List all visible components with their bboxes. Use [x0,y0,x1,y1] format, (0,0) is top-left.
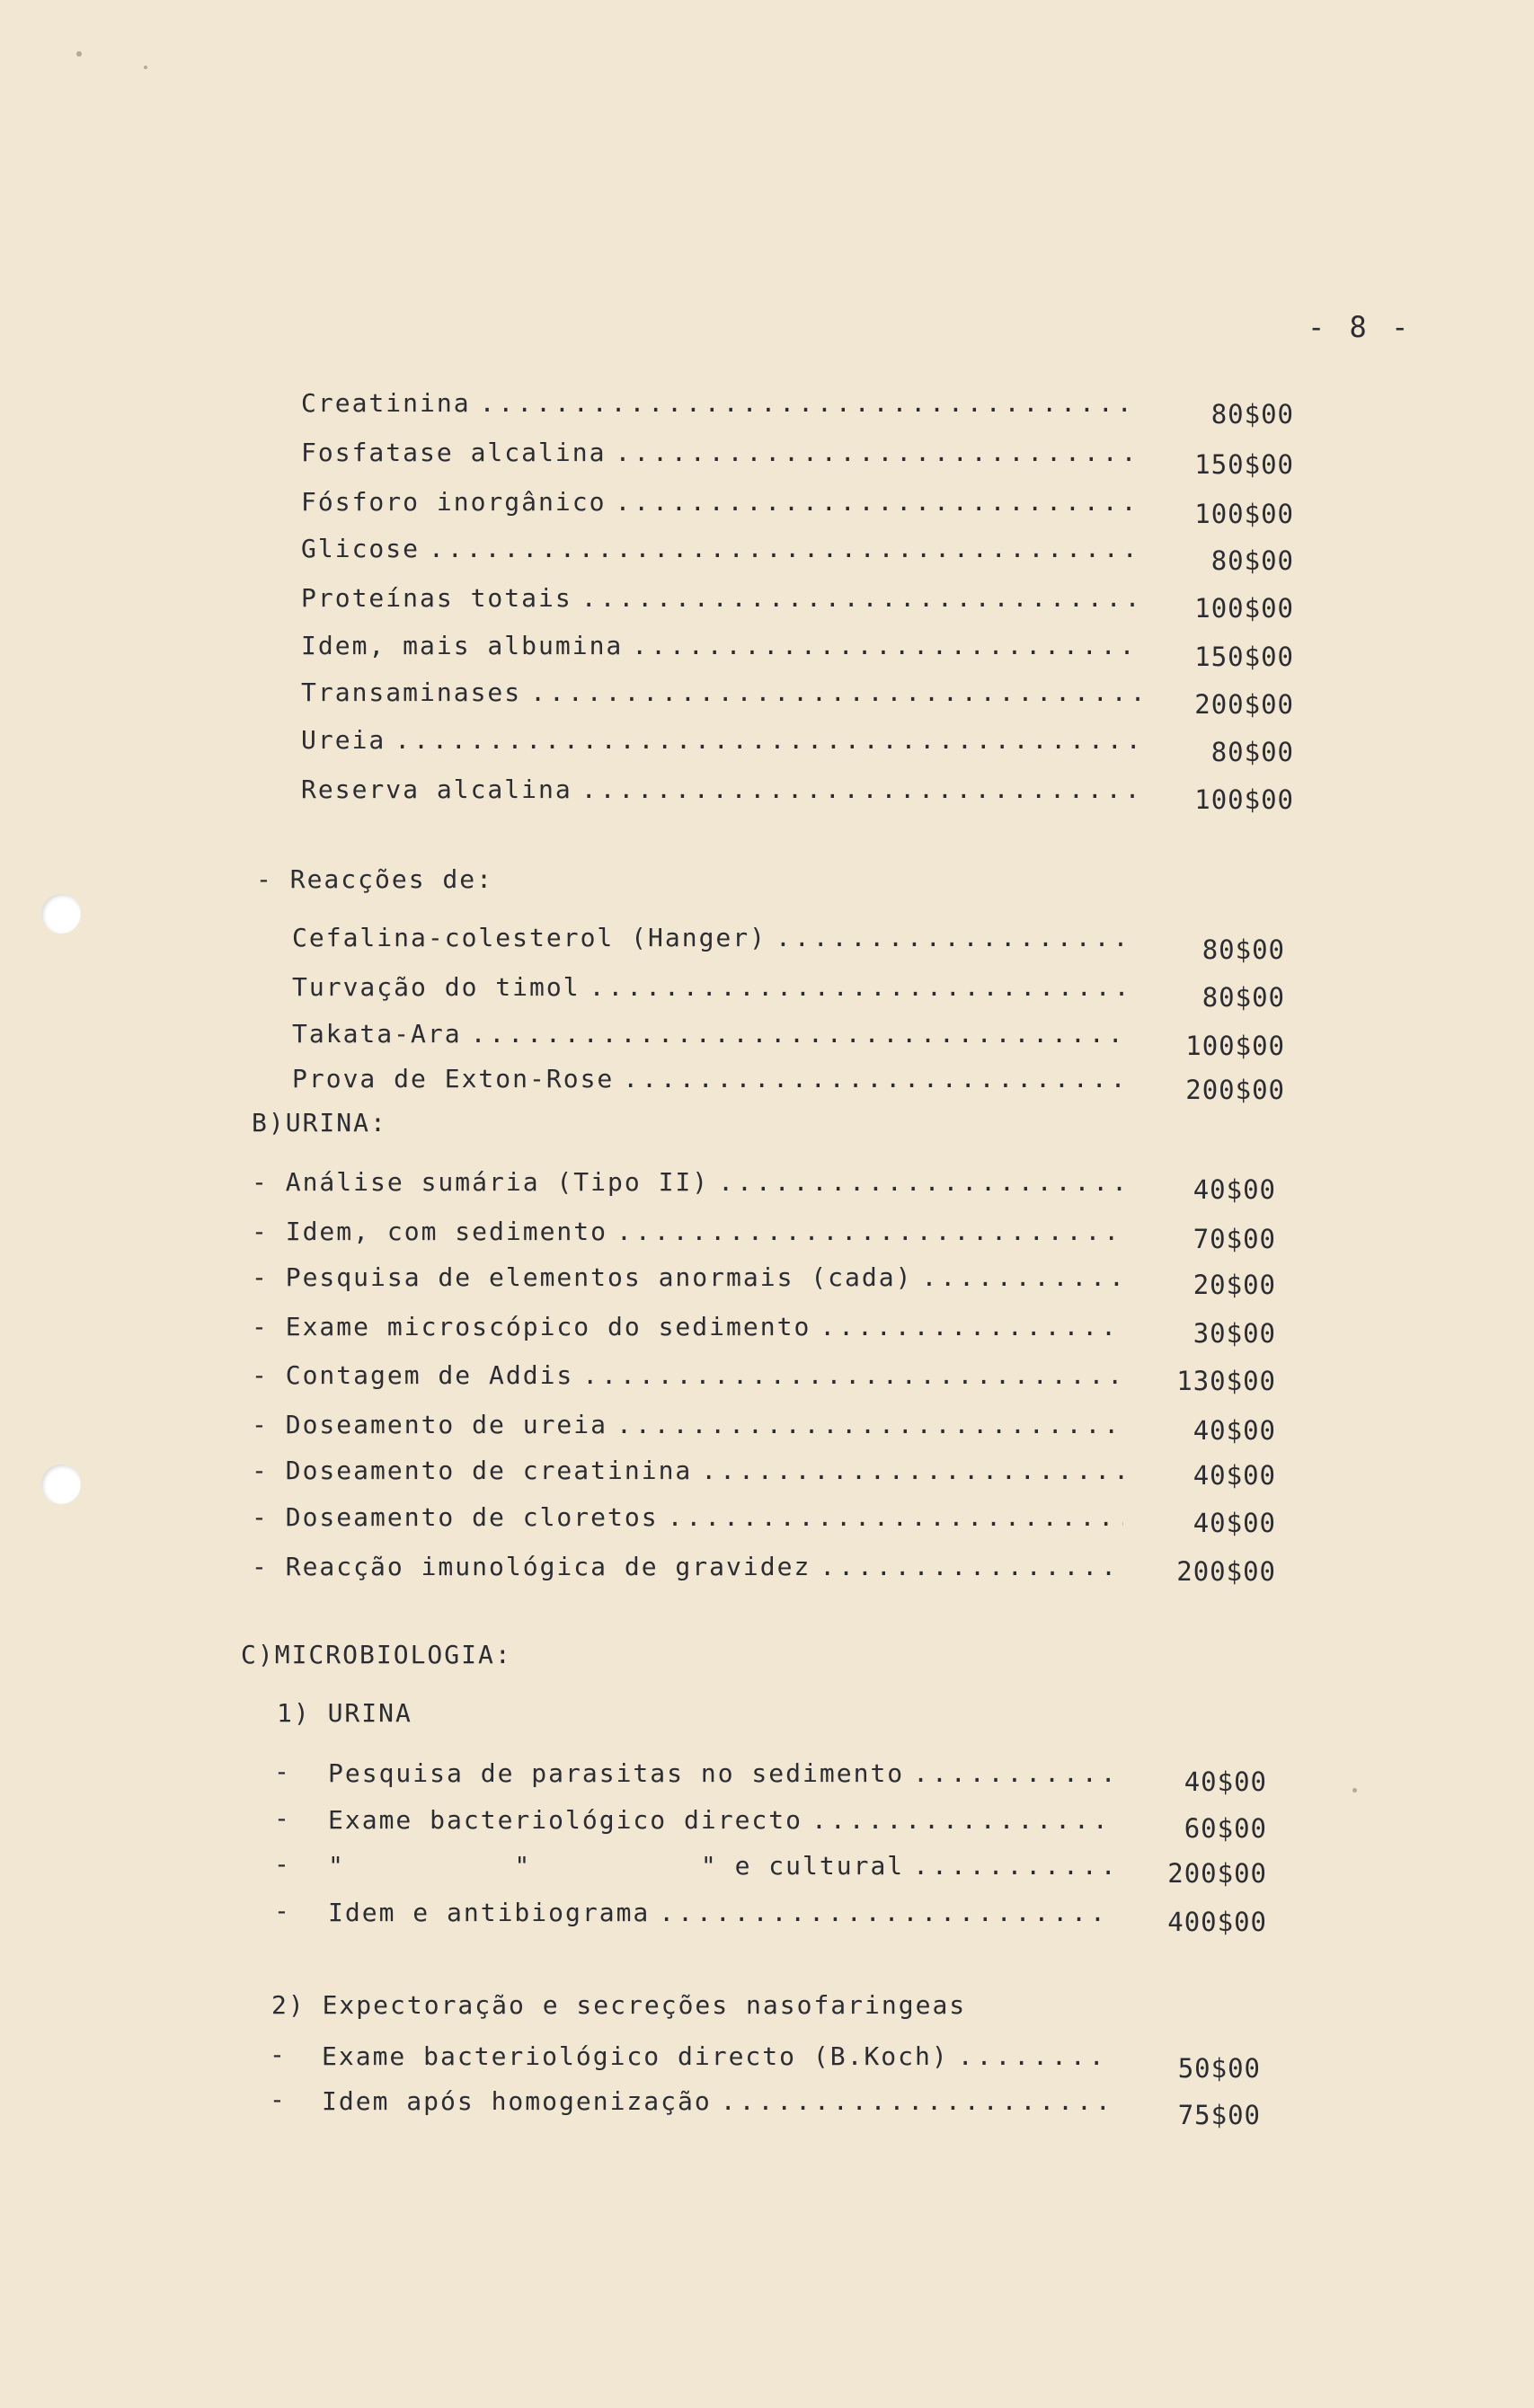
item-price: 200$00 [1185,1075,1285,1105]
paper-speck [76,51,82,57]
dot-leader [615,438,1141,467]
dot-leader [721,2086,1108,2116]
dot-leader [581,583,1141,613]
item-price: 40$00 [1193,1460,1276,1491]
paper-speck [144,66,147,69]
item-label: - Exame microscópico do sedimento [252,1312,811,1341]
item-label: Fósforo inorgânico [301,487,607,517]
item-price: 20$00 [1193,1270,1276,1300]
price-list-item [301,662,1150,707]
price-list-item [292,1049,1141,1093]
price-list-item [301,615,1150,660]
item-label: Cefalina-colesterol (Hanger) [292,923,767,952]
item-price: 100$00 [1194,784,1294,815]
dot-leader [913,1851,1114,1881]
price-list-item [322,2071,1117,2116]
item-label: Exame bacteriológico directo [328,1805,803,1835]
dot-leader [615,487,1141,517]
item-label: - Idem, com sedimento [252,1217,608,1246]
price-list-item [301,422,1150,467]
dot-leader [921,1262,1123,1292]
dot-leader [632,631,1141,660]
price-list-item [252,1247,1132,1292]
list-dash: - [270,2085,285,2114]
item-price: 40$00 [1184,1766,1267,1797]
item-label: Prova de Exton-Rose [292,1064,615,1093]
item-price: 200$00 [1194,689,1294,720]
item-price: 75$00 [1177,2100,1261,2130]
page-number: - 8 - [1308,310,1413,344]
item-label: Reserva alcalina [301,775,572,804]
price-list-item [252,1536,1132,1581]
dot-leader [820,1552,1123,1581]
item-price: 80$00 [1201,934,1285,965]
item-price: 40$00 [1193,1174,1276,1205]
section-heading: B)URINA: [252,1108,387,1138]
item-label: Transaminases [301,677,522,707]
price-list-item [292,907,1141,952]
subsection-heading: 2) Expectoração e secreções nasofaringeas [271,1990,967,2020]
item-label: Fosfatase alcalina [301,438,607,467]
item-price: 80$00 [1210,545,1294,576]
price-list-item [252,1297,1132,1341]
dot-leader [820,1312,1123,1341]
item-label: - Doseamento de ureia [252,1410,608,1439]
punch-hole [41,894,81,934]
dot-leader [582,1360,1123,1390]
price-list-item [292,957,1141,1002]
price-list-item [322,2026,1117,2071]
item-price: 40$00 [1193,1415,1276,1446]
item-label: - Contagem de Addis [252,1360,574,1390]
item-label: Creatinina [301,388,471,418]
item-label: Proteínas totais [301,583,572,613]
item-price: 30$00 [1193,1318,1276,1349]
dot-leader [913,1758,1114,1788]
item-price: 200$00 [1176,1556,1276,1587]
price-list-item [292,1004,1141,1049]
item-price: 100$00 [1194,499,1294,529]
dot-leader [776,923,1132,952]
price-list-item [301,568,1150,613]
dot-leader [480,388,1141,418]
price-list-item [301,518,1150,563]
item-price: 50$00 [1177,2053,1261,2084]
item-price: 40$00 [1193,1508,1276,1538]
paper-speck [1352,1788,1357,1793]
dot-leader [718,1167,1123,1197]
dot-leader [811,1805,1114,1835]
item-label: Ureia [301,725,386,755]
item-label: Exame bacteriológico directo (B.Koch) [322,2041,949,2071]
item-label: Turvação do timol [292,972,581,1002]
dot-leader [395,725,1141,755]
dot-leader [958,2041,1108,2071]
list-dash: - [274,1896,289,1926]
dot-leader [701,1456,1123,1485]
price-list-item [301,373,1150,418]
section-heading: C)MICROBIOLOGIA: [241,1640,512,1669]
dot-leader [616,1410,1123,1439]
price-list-item [252,1152,1132,1197]
item-price: 70$00 [1193,1224,1276,1254]
item-price: 130$00 [1176,1366,1276,1396]
item-label: Takata-Ara [292,1019,462,1049]
price-list-item [252,1487,1132,1532]
item-label: Idem após homogenização [322,2086,712,2116]
item-label: Pesquisa de parasitas no sedimento [328,1758,905,1788]
price-list-item [301,472,1150,517]
item-price: 80$00 [1210,737,1294,767]
item-price: 100$00 [1194,593,1294,624]
dot-leader [429,534,1141,563]
price-list-item [252,1440,1132,1485]
list-dash: - [270,2040,285,2069]
price-list-item [301,759,1150,804]
item-price: 150$00 [1194,642,1294,672]
price-list-item [252,1394,1132,1439]
price-list-item [328,1743,1123,1788]
item-price: 200$00 [1167,1858,1267,1889]
dot-leader [616,1217,1123,1246]
item-label: - Doseamento de creatinina [252,1456,693,1485]
item-price: 60$00 [1184,1813,1267,1844]
item-label: - Doseamento de cloretos [252,1502,659,1532]
dot-leader [659,1898,1114,1927]
price-list-item [328,1836,1123,1881]
punch-hole [41,1465,81,1504]
list-dash: - [274,1757,289,1786]
item-price: 80$00 [1201,982,1285,1013]
subsection-heading: 1) URINA [277,1698,412,1728]
price-list-item [328,1790,1123,1835]
item-label: " " " e cultural [328,1851,905,1881]
item-label: Idem e antibiograma [328,1898,651,1927]
list-dash: - [274,1803,289,1833]
dot-leader [530,677,1141,707]
price-list-item [252,1345,1132,1390]
dot-leader [471,1019,1132,1049]
dot-leader [581,775,1141,804]
price-list-item [328,1882,1123,1927]
item-price: 150$00 [1194,449,1294,480]
item-price: 400$00 [1167,1907,1267,1937]
item-label: - Reacção imunológica de gravidez [252,1552,811,1581]
item-label: Idem, mais albumina [301,631,624,660]
item-label: - Pesquisa de elementos anormais (cada) [252,1262,913,1292]
item-price: 100$00 [1185,1031,1285,1061]
list-dash: - [274,1849,289,1879]
dot-leader [668,1502,1123,1532]
item-price: 80$00 [1210,399,1294,429]
section-heading: - Reacções de: [256,864,494,894]
price-list-item [301,710,1150,755]
item-label: - Análise sumária (Tipo II) [252,1167,710,1197]
dot-leader [590,972,1132,1002]
dot-leader [623,1064,1132,1093]
price-list-item [252,1201,1132,1246]
item-label: Glicose [301,534,421,563]
